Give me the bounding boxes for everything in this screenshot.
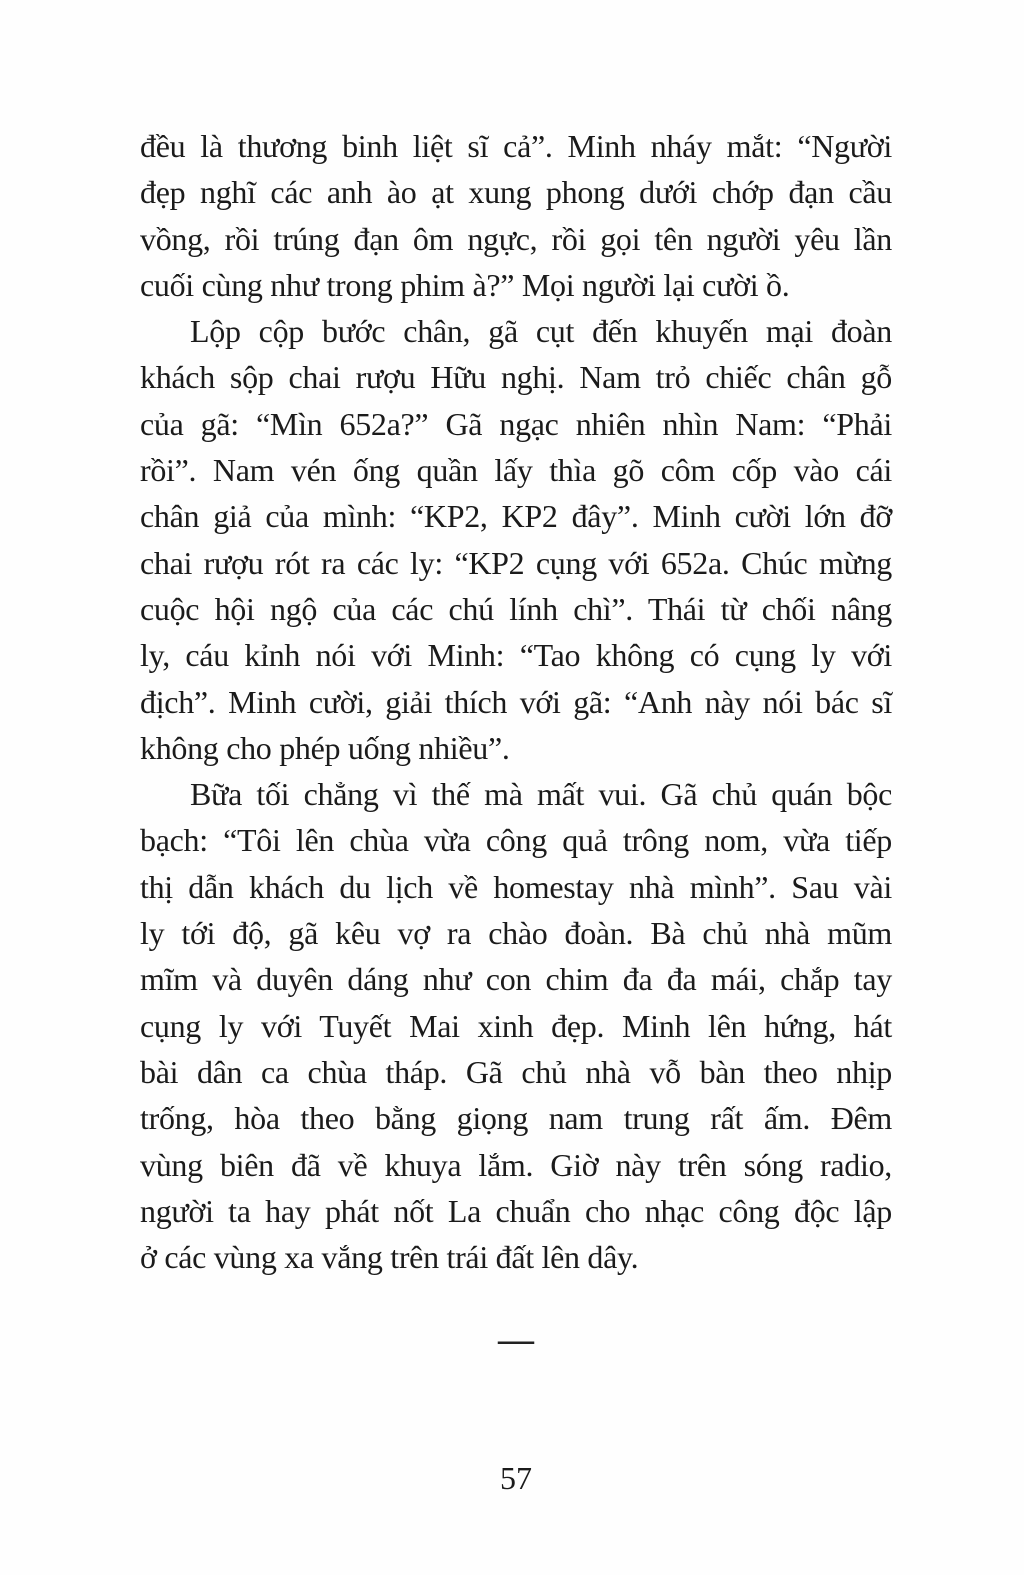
page-text xyxy=(140,123,892,1280)
text-line: cuộc hội ngộ của các chú lính chì”. Thái từ chối nâng xyxy=(140,590,892,627)
text-line: người ta hay phát nốt La chuẩn cho nhạc công độc lập xyxy=(140,1192,892,1229)
text-line: cuối cùng như trong phim à?” Mọi người lại cười ồ. xyxy=(140,266,790,303)
text-line: rồi”. Nam vén ống quần lấy thìa gõ côm cốp vào cái xyxy=(140,452,892,489)
text-line: mĩm và duyên dáng như con chim đa đa mái, chắp tay xyxy=(140,961,892,998)
text-line: đẹp nghĩ các anh ào ạt xung phong dưới chớp đạn cầu xyxy=(140,174,892,211)
text-line: bạch: “Tôi lên chùa vừa công quả trông nom, vừa tiếp xyxy=(140,822,892,859)
text-line: ly, cáu kỉnh nói với Minh: “Tao không có cụng ly với xyxy=(140,637,892,674)
text-line: ở các vùng xa vắng trên trái đất lên dây. xyxy=(140,1239,639,1276)
text-line: Lộp cộp bước chân, gã cụt đến khuyến mại đoàn xyxy=(190,313,892,350)
text-line: không cho phép uống nhiều”. xyxy=(140,729,510,766)
text-line: đều là thương binh liệt sĩ cả”. Minh nháy mắt: “Người xyxy=(140,128,892,164)
text-line: bài dân ca chùa tháp. Gã chủ nhà vỗ bàn theo nhịp xyxy=(140,1053,892,1090)
text-line: trống, hòa theo bằng giọng nam trung rất ấm. Đêm xyxy=(140,1100,892,1137)
text-line: cụng ly với Tuyết Mai xinh đẹp. Minh lên hứng, hát xyxy=(140,1007,892,1044)
page-number: 57 xyxy=(500,1460,532,1496)
text-line: vồng, rồi trúng đạn ôm ngực, rồi gọi tên người yêu lần xyxy=(140,220,892,257)
text-line: Bữa tối chẳng vì thế mà mất vui. Gã chủ quán bộc xyxy=(190,776,892,813)
text-line: địch”. Minh cười, giải thích với gã: “Anh này nói bác sĩ xyxy=(140,683,892,720)
text-line: chân giả của mình: “KP2, KP2 đây”. Minh cười lớn đỡ xyxy=(140,498,892,535)
text-line: ly tới độ, gã kêu vợ ra chào đoàn. Bà chủ nhà mũm xyxy=(140,915,892,952)
text-line: của gã: “Mìn 652a?” Gã ngạc nhiên nhìn Nam: “Phải xyxy=(140,405,892,442)
text-line: khách sộp chai rượu Hữu nghị. Nam trỏ chiếc chân gỗ xyxy=(140,359,892,396)
text-line: chai rượu rót ra các ly: “KP2 cụng với 652a. Chúc mừng xyxy=(140,544,892,581)
text-line: thị dẫn khách du lịch về homestay nhà mình”. Sau vài xyxy=(140,868,892,905)
text-line: vùng biên đã về khuya lắm. Giờ này trên sóng radio, xyxy=(140,1146,892,1183)
section-separator-dash: — xyxy=(498,1319,534,1359)
